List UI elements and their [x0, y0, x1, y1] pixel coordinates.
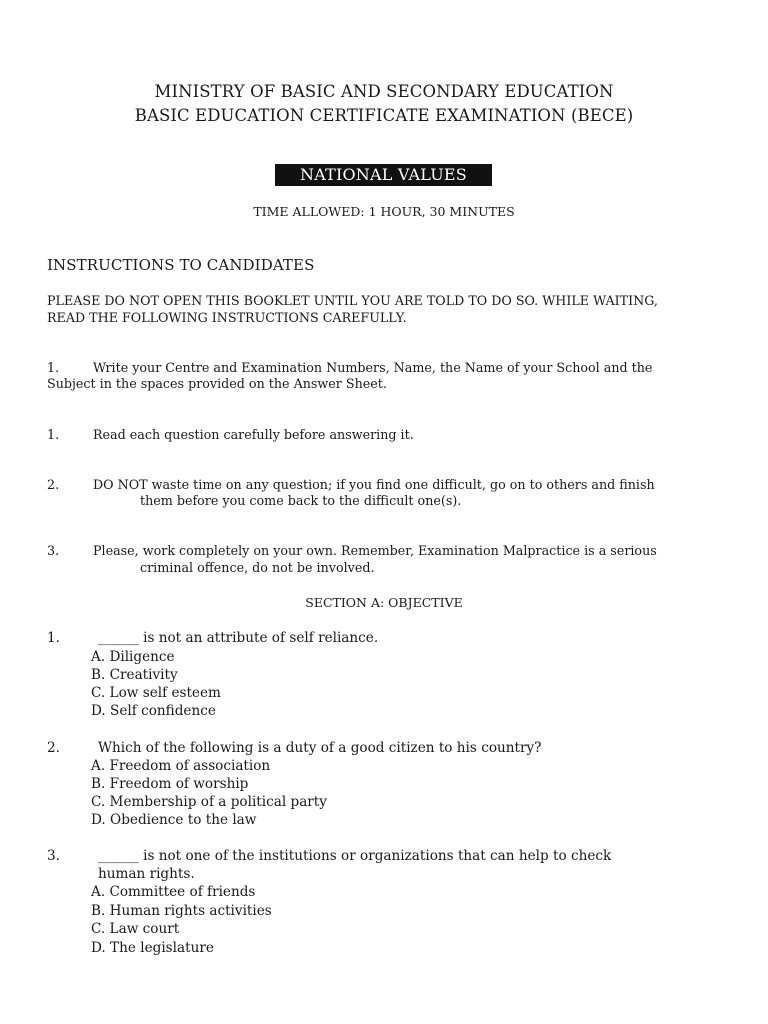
question-text: ______ is not one of the institutions or organizations that can help to check — [98, 848, 612, 864]
instruction-text: Please, work completely on your own. Remember, Examination Malpractice is a serious — [93, 543, 657, 558]
ministry-title: MINISTRY OF BASIC AND SECONDARY EDUCATION — [154, 82, 614, 101]
question-text: Which of the following is a duty of a good citizen to his country? — [98, 740, 542, 756]
subject-badge: NATIONAL VALUES — [275, 164, 492, 186]
answer-option: D. The legislature — [91, 940, 214, 956]
question-number: 3. — [47, 848, 60, 864]
instruction-number: 1. — [47, 360, 60, 375]
answer-option: A. Diligence — [91, 649, 175, 665]
section-title: SECTION A: OBJECTIVE — [305, 595, 463, 610]
instruction-number: 2. — [47, 477, 60, 492]
instructions-heading: INSTRUCTIONS TO CANDIDATES — [47, 256, 315, 274]
instruction-text: Write your Centre and Examination Numbers, Name, the Name of your School and the — [93, 360, 653, 375]
exam-title: BASIC EDUCATION CERTIFICATE EXAMINATION (BECE) — [134, 106, 634, 125]
question-text: ______ is not an attribute of self reliance. — [98, 630, 379, 646]
answer-option: A. Committee of friends — [91, 884, 256, 900]
answer-option: D. Obedience to the law — [91, 812, 257, 828]
question-number: 1. — [47, 630, 60, 646]
answer-option: C. Membership of a political party — [91, 794, 327, 810]
answer-option: B. Human rights activities — [91, 903, 272, 919]
answer-option: A. Freedom of association — [91, 758, 271, 774]
answer-option: B. Creativity — [91, 667, 178, 683]
instruction-number: 3. — [47, 543, 60, 558]
instruction-text-continued: Subject in the spaces provided on the Answer Sheet. — [47, 376, 387, 391]
instruction-text-continued: them before you come back to the difficult one(s). — [140, 493, 462, 508]
time-allowed: TIME ALLOWED: 1 HOUR, 30 MINUTES — [253, 204, 515, 219]
notice-line-2: READ THE FOLLOWING INSTRUCTIONS CAREFULLY. — [47, 310, 407, 325]
instruction-text: DO NOT waste time on any question; if you find one difficult, go on to others and finish — [93, 477, 655, 492]
question-text-continued: human rights. — [98, 866, 195, 882]
answer-option: C. Low self esteem — [91, 685, 221, 701]
instruction-number: 1. — [47, 427, 60, 442]
answer-option: D. Self confidence — [91, 703, 216, 719]
instruction-text: Read each question carefully before answering it. — [93, 427, 414, 442]
answer-option: B. Freedom of worship — [91, 776, 249, 792]
notice-line-1: PLEASE DO NOT OPEN THIS BOOKLET UNTIL YOU ARE TOLD TO DO SO. WHILE WAITING, — [47, 293, 658, 308]
question-number: 2. — [47, 740, 60, 756]
instruction-text-continued: criminal offence, do not be involved. — [140, 560, 375, 575]
answer-option: C. Law court — [91, 921, 180, 937]
